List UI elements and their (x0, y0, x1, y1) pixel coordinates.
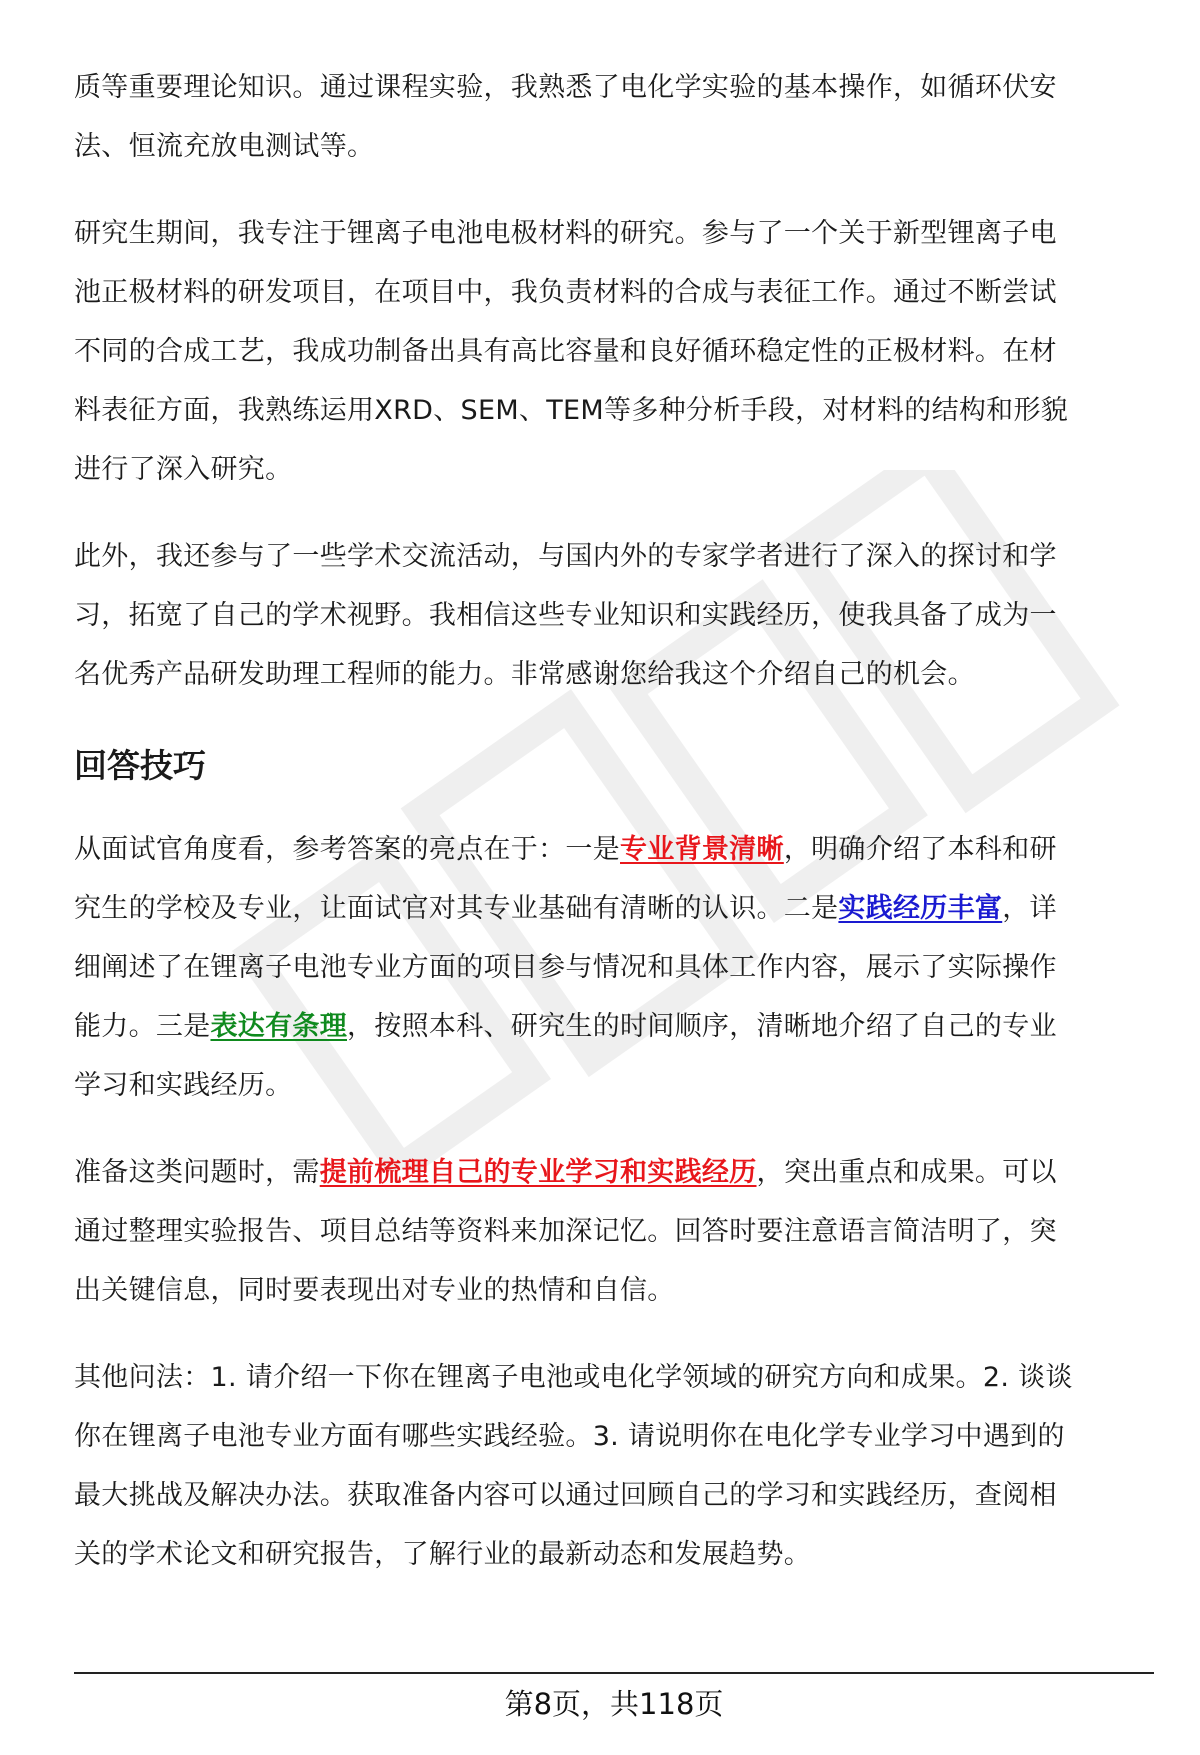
footer-divider (74, 1672, 1154, 1674)
page-number: 第8页，共118页 (504, 1687, 724, 1721)
text-segment: 究生的学校及专业，让面试官对其专业基础有清晰的认识。二是 (74, 893, 839, 924)
highlight-practical-experience: 实践经历丰富 (838, 893, 1003, 924)
text-line: 学习和实践经历。 (74, 1070, 293, 1101)
paragraph-graduate-research (74, 204, 1154, 499)
text-line: 你在锂离子电池专业方面有哪些实践经验。3. 请说明你在电化学专业学习中遇到的 (74, 1421, 1065, 1452)
text-line: 池正极材料的研发项目，在项目中，我负责材料的合成与表征工作。通过不断尝试 (74, 277, 1057, 308)
text-line: 进行了深入研究。 (74, 454, 293, 485)
text-segment: ，按照本科、研究生的时间顺序，清晰地介绍了自己的专业 (347, 1011, 1057, 1042)
text-line (74, 997, 1154, 1056)
text-segment: 能力。三是 (74, 1011, 211, 1042)
text-line: 名优秀产品研发助理工程师的能力。非常感谢您给我这个介绍自己的机会。 (74, 659, 975, 690)
text-line: 不同的合成工艺，我成功制备出具有高比容量和良好循环稳定性的正极材料。在材 (74, 336, 1057, 367)
text-line (74, 820, 1154, 879)
text-line: 质等重要理论知识。通过课程实验，我熟悉了电化学实验的基本操作，如循环伏安 (74, 72, 1057, 103)
text-segment: 准备这类问题时，需 (74, 1157, 320, 1188)
text-line: 通过整理实验报告、项目总结等资料来加深记忆。回答时要注意语言简洁明了，突 (74, 1216, 1057, 1247)
paragraph-preparation (74, 1143, 1154, 1320)
highlight-prepare-review: 提前梳理自己的专业学习和实践经历 (319, 1157, 757, 1188)
document-body (74, 58, 1154, 1612)
highlight-organized-expression: 表达有条理 (210, 1011, 347, 1042)
paragraph-other-questions (74, 1348, 1154, 1584)
text-line: 此外，我还参与了一些学术交流活动，与国内外的专家学者进行了深入的探讨和学 (74, 541, 1057, 572)
paragraph-academic-exchange (74, 527, 1154, 704)
text-line: 料表征方面，我熟练运用XRD、SEM、TEM等多种分析手段，对材料的结构和形貌 (74, 395, 1069, 426)
text-line: 法、恒流充放电测试等。 (74, 131, 375, 162)
text-segment: ，详 (1002, 893, 1057, 924)
text-line: 最大挑战及解决办法。获取准备内容可以通过回顾自己的学习和实践经历，查阅相 (74, 1480, 1057, 1511)
text-line: 关的学术论文和研究报告，了解行业的最新动态和发展趋势。 (74, 1539, 812, 1570)
text-line: 出关键信息，同时要表现出对专业的热情和自信。 (74, 1275, 675, 1306)
text-line: 其他问法：1. 请介绍一下你在锂离子电池或电化学领域的研究方向和成果。2. 谈谈 (74, 1362, 1073, 1393)
text-segment: ，明确介绍了本科和研 (783, 834, 1057, 865)
section-heading: 回答技巧 (74, 746, 206, 785)
text-line: 习，拓宽了自己的学术视野。我相信这些专业知识和实践经历，使我具备了成为一 (74, 600, 1057, 631)
text-segment: 从面试官角度看，参考答案的亮点在于：一是 (74, 834, 620, 865)
paragraph-intro-continued (74, 58, 1154, 176)
highlight-professional-background: 专业背景清晰 (620, 834, 784, 865)
text-line (74, 1143, 1154, 1202)
paragraph-tips (74, 820, 1154, 1115)
text-line: 细阐述了在锂离子电池专业方面的项目参与情况和具体工作内容，展示了实际操作 (74, 952, 1057, 983)
text-segment: ，突出重点和成果。可以 (756, 1157, 1057, 1188)
text-line (74, 879, 1154, 938)
text-line: 研究生期间，我专注于锂离子电池电极材料的研究。参与了一个关于新型锂离子电 (74, 218, 1057, 249)
